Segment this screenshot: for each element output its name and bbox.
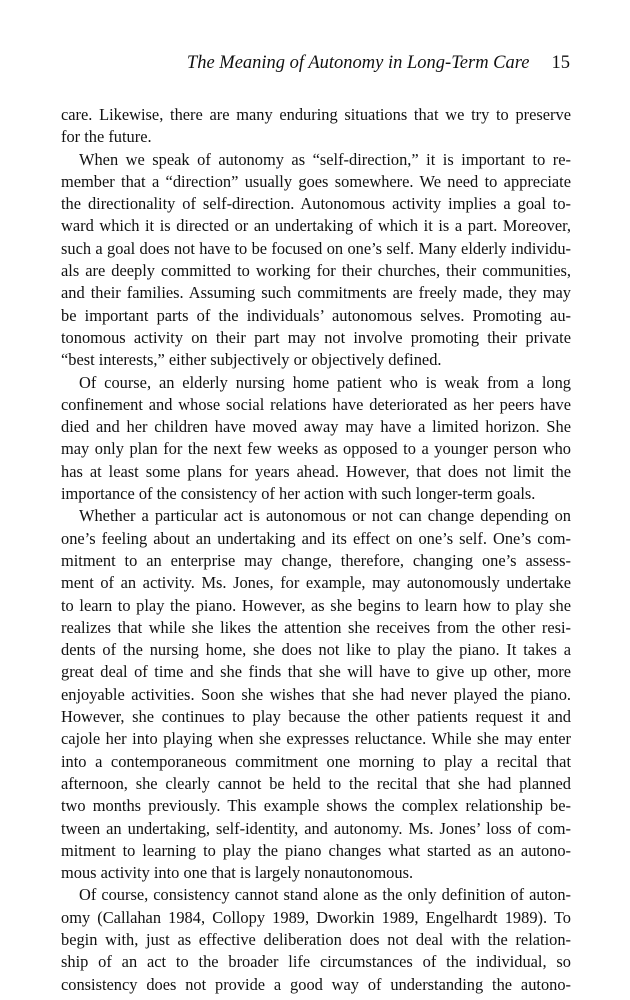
- text-line: ment of an activity. Ms. Jones, for example, may autonomously undertake: [61, 573, 571, 593]
- text-line: be important parts of the individuals’ autonomous selves. Promoting au-: [61, 305, 571, 325]
- text-line: and their families. Assuming such commitments are freely made, they may: [61, 283, 571, 303]
- page-number: 15: [551, 53, 570, 73]
- text-line: Of course, consistency cannot stand alone as the only definition of auton-: [79, 885, 571, 905]
- text-line: Whether a particular act is autonomous or not can change depending on: [79, 506, 571, 526]
- text-line: “best interests,” either subjectively or objectively defined.: [61, 350, 442, 370]
- text-line: consistency does not provide a good way of understanding the autono-: [61, 974, 571, 994]
- text-line: ward which it is directed or an undertaking of which it is a part. Moreover,: [61, 216, 571, 236]
- text-line: great deal of time and she finds that she will have to give up other, more: [61, 662, 571, 682]
- text-line: mitment to an enterprise may change, therefore, changing one’s assess-: [61, 550, 571, 570]
- text-line: such a goal does not have to be focused on one’s self. Many elderly individu-: [61, 238, 571, 258]
- text-line: ship of an act to the broader life circumstances of the individual, so: [61, 952, 571, 972]
- body-text: [61, 104, 571, 996]
- text-line: mous activity into one that is largely nonautonomous.: [61, 863, 414, 883]
- text-line: importance of the consistency of her action with such longer-term goals.: [61, 484, 536, 504]
- text-line: Of course, an elderly nursing home patient who is weak from a long: [79, 372, 571, 392]
- text-line: one’s feeling about an undertaking and its effect on one’s self. One’s com-: [61, 528, 571, 548]
- text-line: died and her children have moved away may have a limited horizon. She: [61, 417, 571, 437]
- text-line: the directionality of self-direction. Autonomous activity implies a goal to-: [61, 194, 571, 214]
- text-line: begin with, just as effective deliberation does not deal with the relation-: [61, 929, 571, 949]
- text-line: tonomous activity on their part may not involve promoting their private: [61, 327, 571, 347]
- text-line: However, she continues to play because the other patients request it and: [61, 707, 571, 727]
- text-line: tween an undertaking, self-identity, and autonomy. Ms. Jones’ loss of com-: [61, 818, 571, 838]
- text-line: realizes that while she likes the attention she receives from the other resi-: [61, 617, 571, 637]
- paragraph: [61, 884, 571, 995]
- running-title: The Meaning of Autonomy in Long-Term Care: [186, 53, 530, 73]
- text-line: two months previously. This example shows the complex relationship be-: [61, 796, 571, 816]
- text-line: dents of the nursing home, she does not like to play the piano. It takes a: [61, 640, 571, 660]
- text-line: als are deeply committed to working for their churches, their communities,: [61, 261, 571, 281]
- text-line: to learn to play the piano. However, as she begins to learn how to play she: [61, 595, 571, 615]
- paragraph: [61, 104, 571, 149]
- paragraph: [61, 505, 571, 884]
- text-line: into a contemporaneous commitment one morning to play a recital that: [61, 751, 571, 771]
- text-line: care. Likewise, there are many enduring situations that we try to preserve: [61, 105, 571, 124]
- text-line: has at least some plans for years ahead. However, that does not limit the: [61, 461, 571, 481]
- running-header: [0, 52, 570, 74]
- paragraph: [61, 372, 571, 506]
- text-line: cajole her into playing when she expresses reluctance. While she may enter: [61, 729, 571, 749]
- text-line: When we speak of autonomy as “self-direction,” it is important to re-: [79, 149, 571, 169]
- text-line: enjoyable activities. Soon she wishes that she had never played the piano.: [61, 684, 571, 704]
- text-line: mitment to learning to play the piano changes what started as an autono-: [61, 840, 571, 860]
- text-line: member that a “direction” usually goes somewhere. We need to appreciate: [61, 171, 571, 191]
- text-line: afternoon, she clearly cannot be held to the recital that she had planned: [61, 773, 571, 793]
- text-line: may only plan for the next few weeks as opposed to a younger person who: [61, 439, 571, 459]
- text-line: confinement and whose social relations have deteriorated as her peers have: [61, 394, 571, 414]
- text-line: for the future.: [61, 127, 152, 147]
- paragraph: [61, 149, 571, 372]
- text-line: omy (Callahan 1984, Collopy 1989, Dworkin 1989, Engelhardt 1989). To: [61, 907, 571, 927]
